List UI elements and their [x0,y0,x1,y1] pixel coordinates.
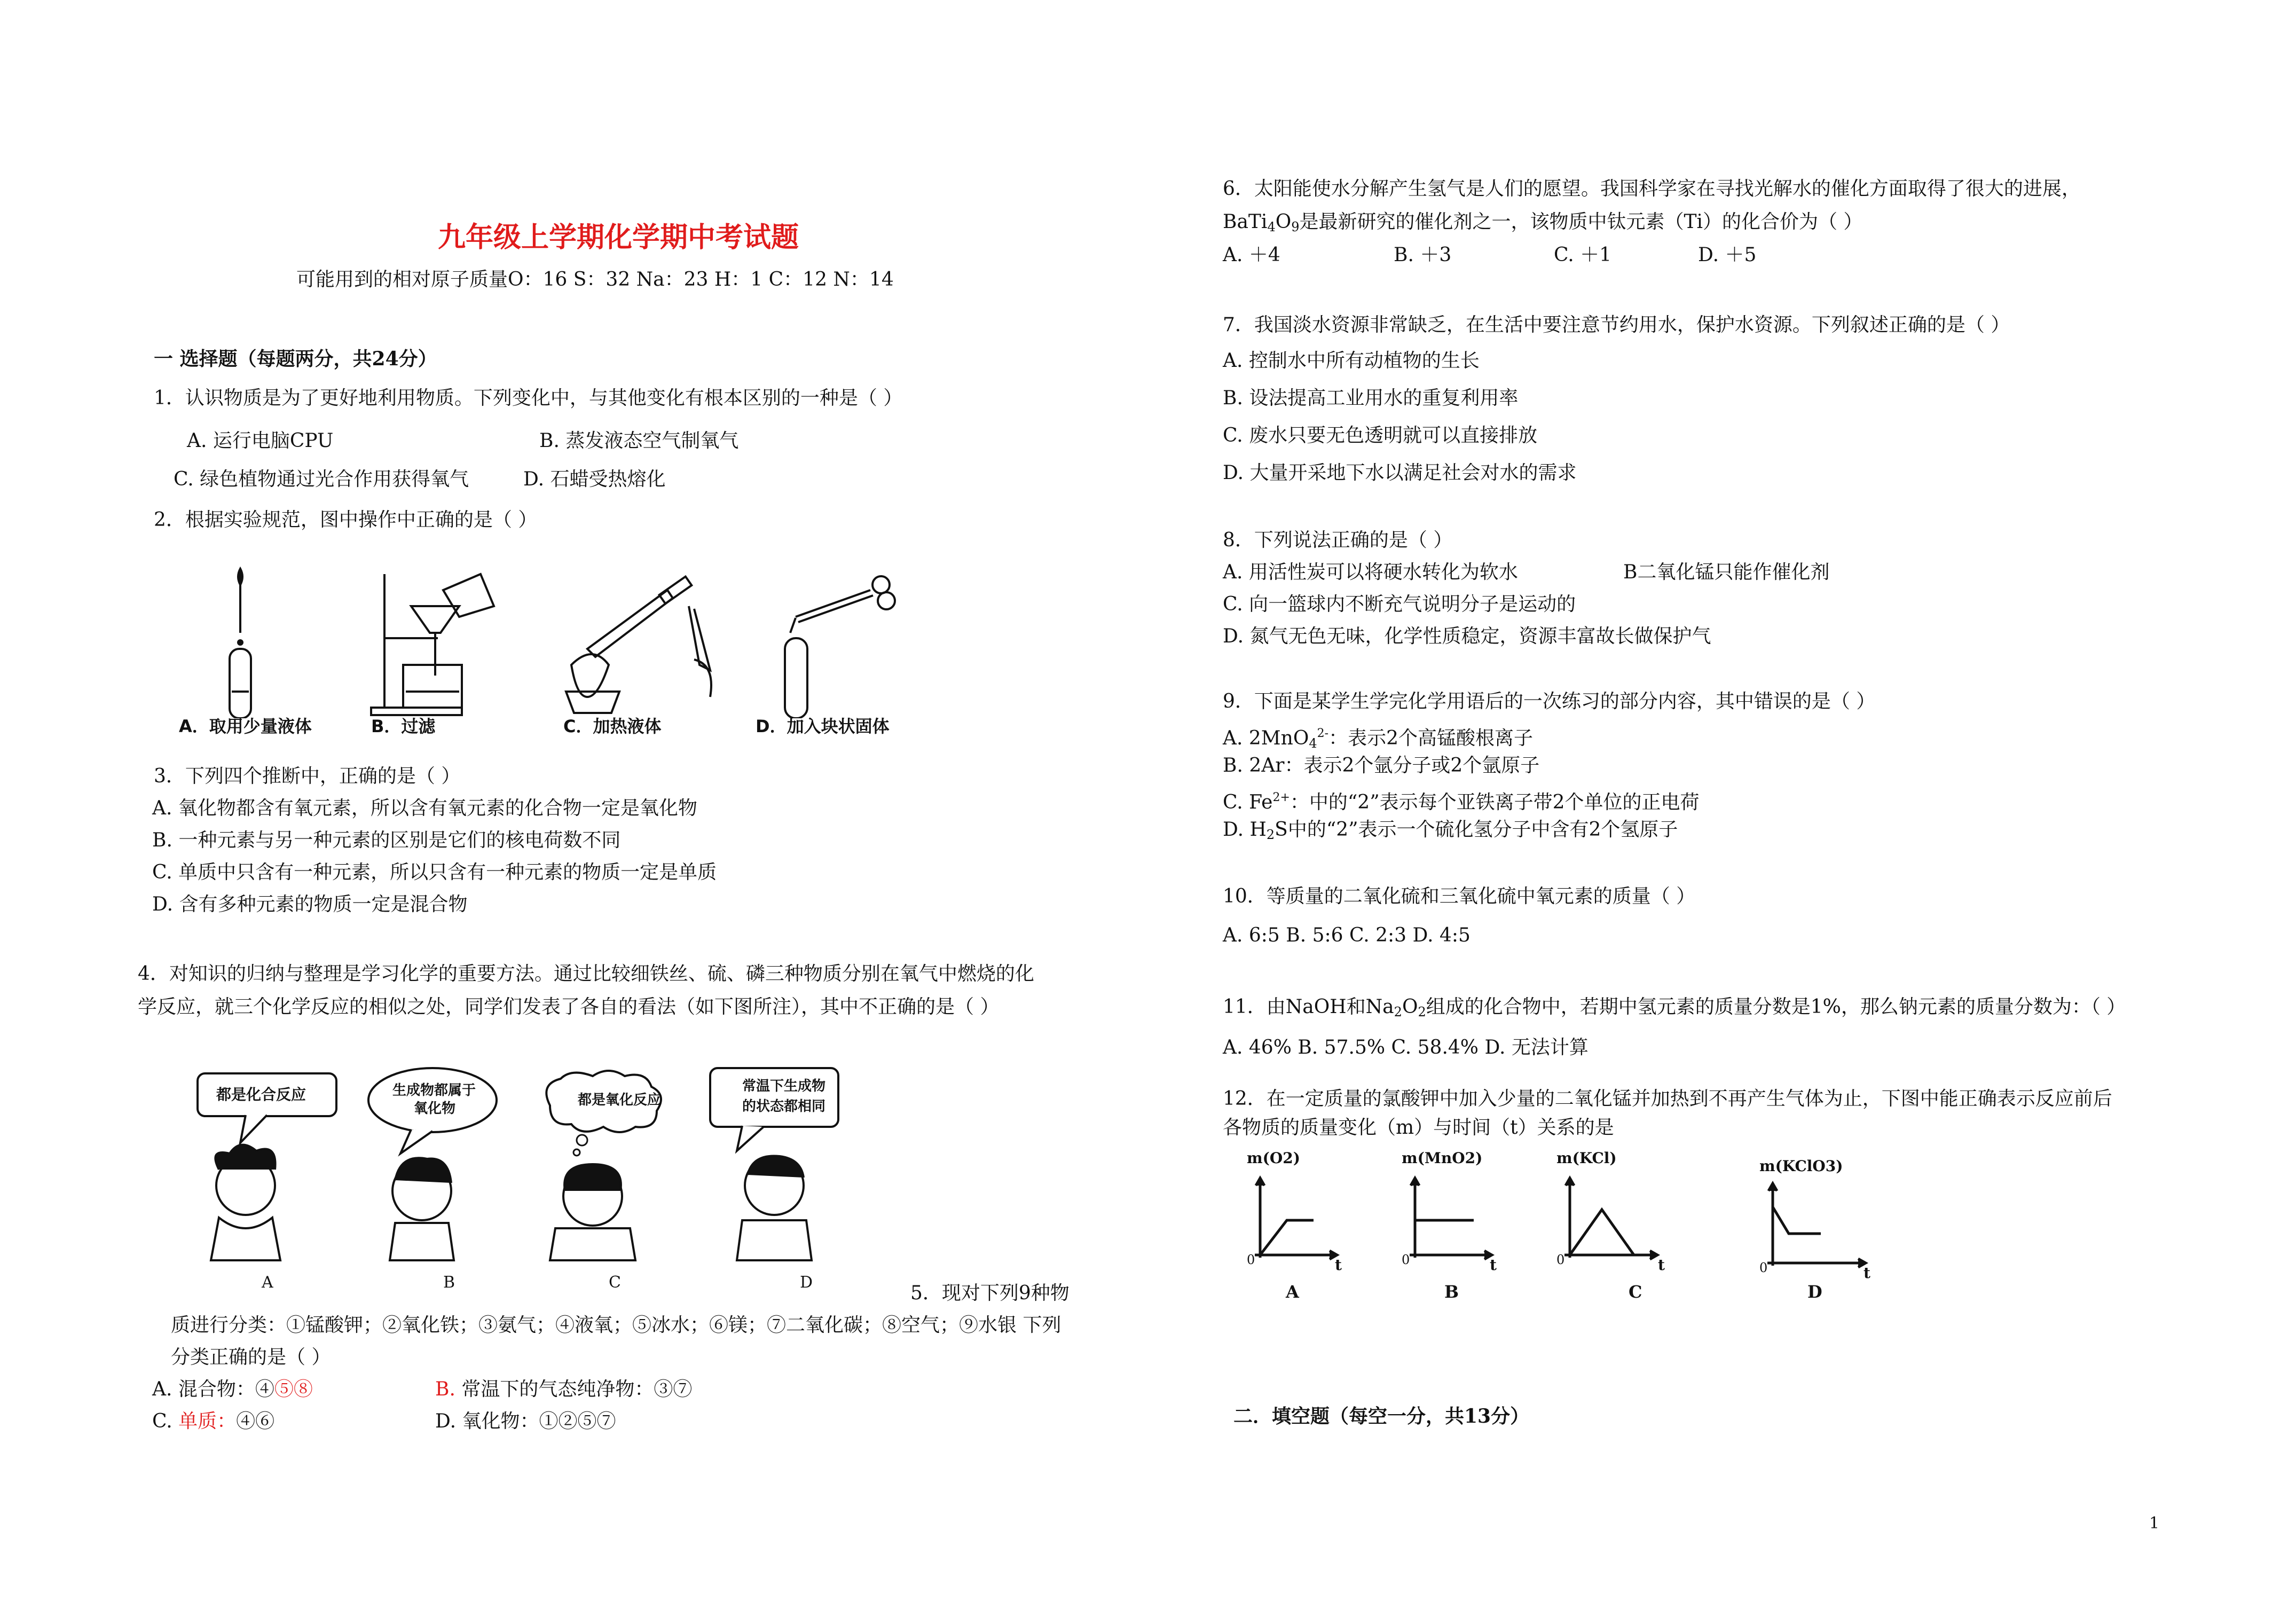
atomic-masses: 可能用到的相对原子质量O：16 S：32 Na：23 H：1 C：12 N：14 [296,269,894,291]
solid-addition-icon [785,576,895,718]
bubble-b-text-2: 氧化物 [414,1101,456,1117]
heating-icon [566,577,711,713]
q6-option-c: C. ＋1 [1554,244,1612,266]
graph-d-t-label: t [1863,1264,1870,1282]
graph-a-y-label: m(O2) [1247,1149,1300,1167]
q12-stem-line1: 12．在一定质量的氯酸钾中加入少量的二氧化锰并加热到不再产生气体为止，下图中能正确表示反应前后 [1223,1088,2112,1110]
page-number: 1 [2149,1514,2160,1533]
q10-options: A. 6:5 B. 5:6 C. 2:3 D. 4:5 [1223,924,1471,946]
graph-d-y-label: m(KClO3) [1759,1157,1843,1175]
graph-c-label: C [1629,1282,1642,1302]
exam-title: 九年级上学期化学期中考试题 [438,221,799,254]
q8-option-d: D. 氮气无色无味，化学性质稳定，资源丰富故长做保护气 [1223,625,1711,647]
q5-option-a [152,1377,313,1402]
q9-a-pre: A. 2MnO [1223,727,1309,749]
bubble-c-text: 都是氧化反应 [578,1092,662,1108]
q6-option-d: D. ＋5 [1698,244,1757,266]
q9-option-a [1223,721,1533,756]
graph-c-y-label: m(KCl) [1556,1149,1617,1167]
q2-caption-a: A．取用少量液体 [179,716,312,736]
q6-formula-pre: BaTi [1223,211,1268,233]
q11-sub2: 2 [1418,1005,1426,1019]
q6-option-b: B. ＋3 [1394,244,1452,266]
q1-option-a: A. 运行电脑CPU [187,430,334,452]
dropper-icon [230,569,251,718]
q5-option-b-text: 常温下的气态纯净物：③⑦ [455,1378,693,1400]
q11-options: A. 46% B. 57.5% C. 58.4% D. 无法计算 [1223,1037,1589,1058]
q6-stem-line1: 6．太阳能使水分解产生氢气是人们的愿望。我国科学家在寻找光解水的催化方面取得了很大的进展， [1223,178,2081,200]
q1-option-b: B. 蒸发液态空气制氧气 [539,430,739,452]
q6-formula-sub1: 4 [1267,219,1276,234]
q9-c-sup: 2+ [1272,791,1290,804]
q6-stem-line2 [1223,209,1863,240]
bubble-d-text-2: 的状态都相同 [742,1099,826,1115]
q9-d-pre: D. H [1223,819,1267,841]
q5-stem-line3: 分类正确的是（ ） [171,1346,331,1368]
q9-option-d [1223,817,1678,848]
q2-caption-d: D．加入块状固体 [756,716,890,736]
q4-stem-line2: 学反应，就三个化学反应的相似之处，同学们发表了各自的看法（如下图所注），其中不正确的是（ ） [138,996,1000,1018]
q9-option-b: B. 2Ar：表示2个氩分子或2个氩原子 [1223,755,1540,776]
q1-stem: 1．认识物质是为了更好地利用物质。下列变化中，与其他变化有根本区别的一种是（ ） [154,387,903,409]
bubble-b-text-1: 生成物都属于 [392,1082,476,1099]
q9-stem: 9．下面是某学生学完化学用语后的一次练习的部分内容，其中错误的是（ ） [1223,691,1876,712]
q9-a-post: ：表示2个高锰酸根离子 [1328,727,1533,749]
graph-c-origin: 0 [1556,1252,1565,1267]
q9-d-post: S中的“2”表示一个硫化氢分子中含有2个氢原子 [1275,819,1678,841]
q4-label-a: A [262,1273,273,1292]
q3-stem: 3．下列四个推断中，正确的是（ ） [154,765,461,787]
q5-option-a-text: A. 混合物：④ [152,1378,274,1400]
q11-sub1: 2 [1394,1005,1402,1019]
q2-caption-b: B．过滤 [371,716,436,736]
section-1-heading: 一 选择题（每题两分，共24分） [154,348,437,370]
q8-stem: 8．下列说法正确的是（ ） [1223,529,1453,551]
q5-option-b [435,1377,692,1402]
graph-b-label: B [1444,1282,1459,1302]
q5-stem-line1: 5．现对下列9种物 [910,1282,1070,1304]
q5-option-c [152,1409,274,1434]
q6-stem-rest: 是最新研究的催化剂之一，该物质中钛元素（Ti）的化合价为（ ） [1299,211,1863,233]
q7-option-a: A. 控制水中所有动植物的生长 [1223,350,1480,372]
q9-c-pre: C. Fe [1223,791,1273,813]
q12-stem-line2: 各物质的质量变化（m）与时间（t）关系的是 [1223,1117,1614,1139]
q10-stem: 10．等质量的二氧化硫和三氧化硫中氧元素的质量（ ） [1223,885,1696,907]
q4-label-d: D [800,1273,813,1292]
graph-b-origin: 0 [1402,1252,1410,1267]
q5-option-c-pre: C. [152,1410,179,1432]
q9-a-sub: 4 [1309,736,1317,751]
q7-option-c: C. 废水只要无色透明就可以直接排放 [1223,425,1538,446]
filtration-icon [371,574,494,715]
q5-option-c-post: ④⑥ [236,1410,275,1432]
bubble-d-text-1: 常温下生成物 [742,1078,826,1094]
q9-option-c [1223,785,1700,815]
q5-option-d: D. 氧化物：①②⑤⑦ [435,1410,616,1432]
q3-option-c: C. 单质中只含有一种元素，所以只含有一种元素的物质一定是单质 [152,861,717,883]
q2-lab-figures [160,558,961,718]
graph-d-origin: 0 [1759,1260,1768,1275]
graph-c-t-label: t [1658,1256,1665,1274]
q8-option-b: B二氧化锰只能作催化剂 [1623,561,1830,583]
graph-a-label: A [1286,1282,1299,1302]
q9-d-sub: 2 [1266,827,1275,842]
q11-stem-mid: O [1402,996,1418,1018]
q5-option-b-label: B. [435,1378,455,1400]
q5-option-c-red: 单质： [178,1410,237,1432]
q1-option-d: D. 石蜡受热熔化 [523,468,666,490]
bubble-a-text: 都是化合反应 [216,1086,306,1103]
q3-option-d: D. 含有多种元素的物质一定是混合物 [152,893,468,915]
graph-b-y-label: m(MnO2) [1402,1149,1483,1167]
section-2-heading: 二．填空题（每空一分，共13分） [1233,1405,1530,1427]
q1-option-c: C. 绿色植物通过光合作用获得氧气 [174,468,469,490]
q7-stem: 7．我国淡水资源非常缺乏，在生活中要注意节约用水，保护水资源。下列叙述正确的是（ ） [1223,314,2010,336]
q2-stem: 2．根据实验规范，图中操作中正确的是（ ） [154,509,538,531]
q5-option-a-red: ⑤⑧ [274,1378,313,1400]
q9-c-post: ：中的“2”表示每个亚铁离子带2个单位的正电荷 [1289,791,1700,813]
q8-option-c: C. 向一篮球内不断充气说明分子是运动的 [1223,593,1576,615]
q3-option-b: B. 一种元素与另一种元素的区别是它们的核电荷数不同 [152,829,621,851]
q5-stem-line2: 质进行分类：①锰酸钾；②氧化铁；③氨气；④液氧；⑤冰水；⑥镁；⑦二氧化碳；⑧空气；⑨水银 下列 [171,1314,1061,1336]
graph-a-origin: 0 [1247,1252,1255,1267]
q4-stem-line1: 4．对知识的归纳与整理是学习化学的重要方法。通过比较细铁丝、硫、磷三种物质分别在氧气中燃烧的化 [138,963,1034,985]
q6-formula-mid: O [1275,211,1292,233]
q11-stem-post: 组成的化合物中，若期中氢元素的质量分数是1%，那么钠元素的质量分数为：（ ） [1426,996,2126,1018]
q11-stem [1223,994,2126,1025]
graph-b-t-label: t [1490,1256,1497,1274]
q8-option-a: A. 用活性炭可以将硬水转化为软水 [1223,561,1518,583]
q4-label-c: C [609,1273,621,1292]
q4-label-b: B [443,1273,455,1292]
q9-a-sup: 2- [1317,727,1329,740]
q6-option-a: A. ＋4 [1223,244,1280,266]
q7-option-b: B. 设法提高工业用水的重复利用率 [1223,387,1519,409]
graph-d-label: D [1807,1282,1822,1302]
q7-option-d: D. 大量开采地下水以满足社会对水的需求 [1223,462,1577,484]
q6-formula-sub2: 9 [1291,219,1300,234]
q11-stem-pre: 11．由NaOH和Na [1223,996,1394,1018]
graph-a-t-label: t [1335,1256,1342,1274]
q3-option-a: A. 氧化物都含有氧元素，所以含有氧元素的化合物一定是氧化物 [152,797,697,819]
q2-caption-c: C．加热液体 [563,716,662,736]
